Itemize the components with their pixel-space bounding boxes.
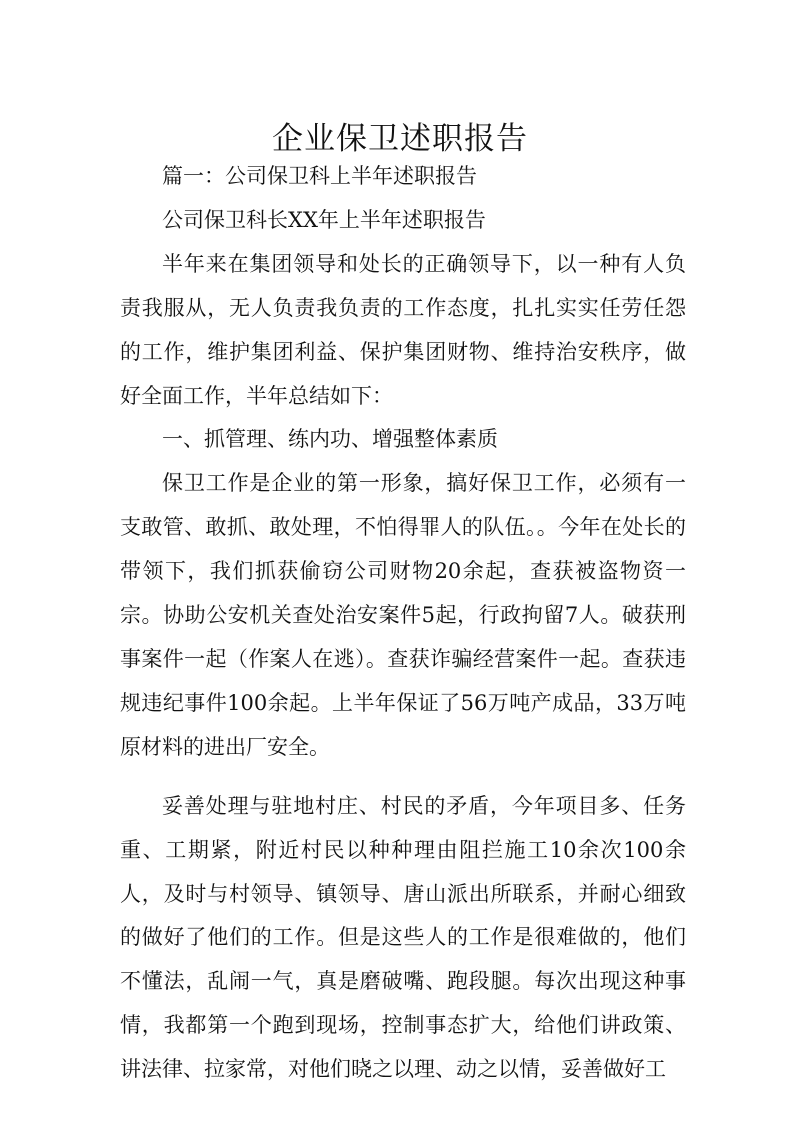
body-paragraph: 妥善处理与驻地村庄、村民的矛盾，今年项目多、任务重、工期紧，附近村民以种种理由阻拦施工10余次100余人，及时与村领导、镇领导、唐山派出所联系，并耐心细致的做好了他们的工作。但是这些人的工作是很难做的，他们不懂法，乱闹一气，真是磨破嘴、跑段腿。每次出现这种事情，我都第一个跑到现场，控制事态扩大，给他们讲政策、讲法律、拉家常，对他们晓之以理、动之以情，妥善做好工 <box>120 793 686 1082</box>
subtitle: 公司保卫科长XX年上半年述职报告 <box>162 207 486 232</box>
subsection-heading: 一、抓管理、练内功、增强整体素质 <box>162 427 498 452</box>
document-body <box>120 155 686 1092</box>
body-paragraph: 保卫工作是企业的第一形象，搞好保卫工作，必须有一支敢管、敢抓、敢处理，不怕得罪人的队伍。。今年在处长的带领下，我们抓获偷窃公司财物20余起，查获被盗物资一宗。协助公安机关查处治安案件5起，行政拘留7人。破获刑事案件一起（作案人在逃）。查获诈骗经营案件一起。查获违规违纪事件100余起。上半年保证了56万吨产成品，33万吨原材料的进出厂安全。 <box>120 471 686 759</box>
section-heading: 篇一：公司保卫科上半年述职报告 <box>162 164 477 188</box>
body-paragraph: 半年来在集团领导和处长的正确领导下，以一种有人负责我服从，无人负责我负责的工作态度，扎扎实实任劳任怨的工作，维护集团利益、保护集团财物、维持治安秩序，做好全面工作，半年总结如下： <box>120 251 686 408</box>
document-title: 企业保卫述职报告 <box>272 120 528 157</box>
